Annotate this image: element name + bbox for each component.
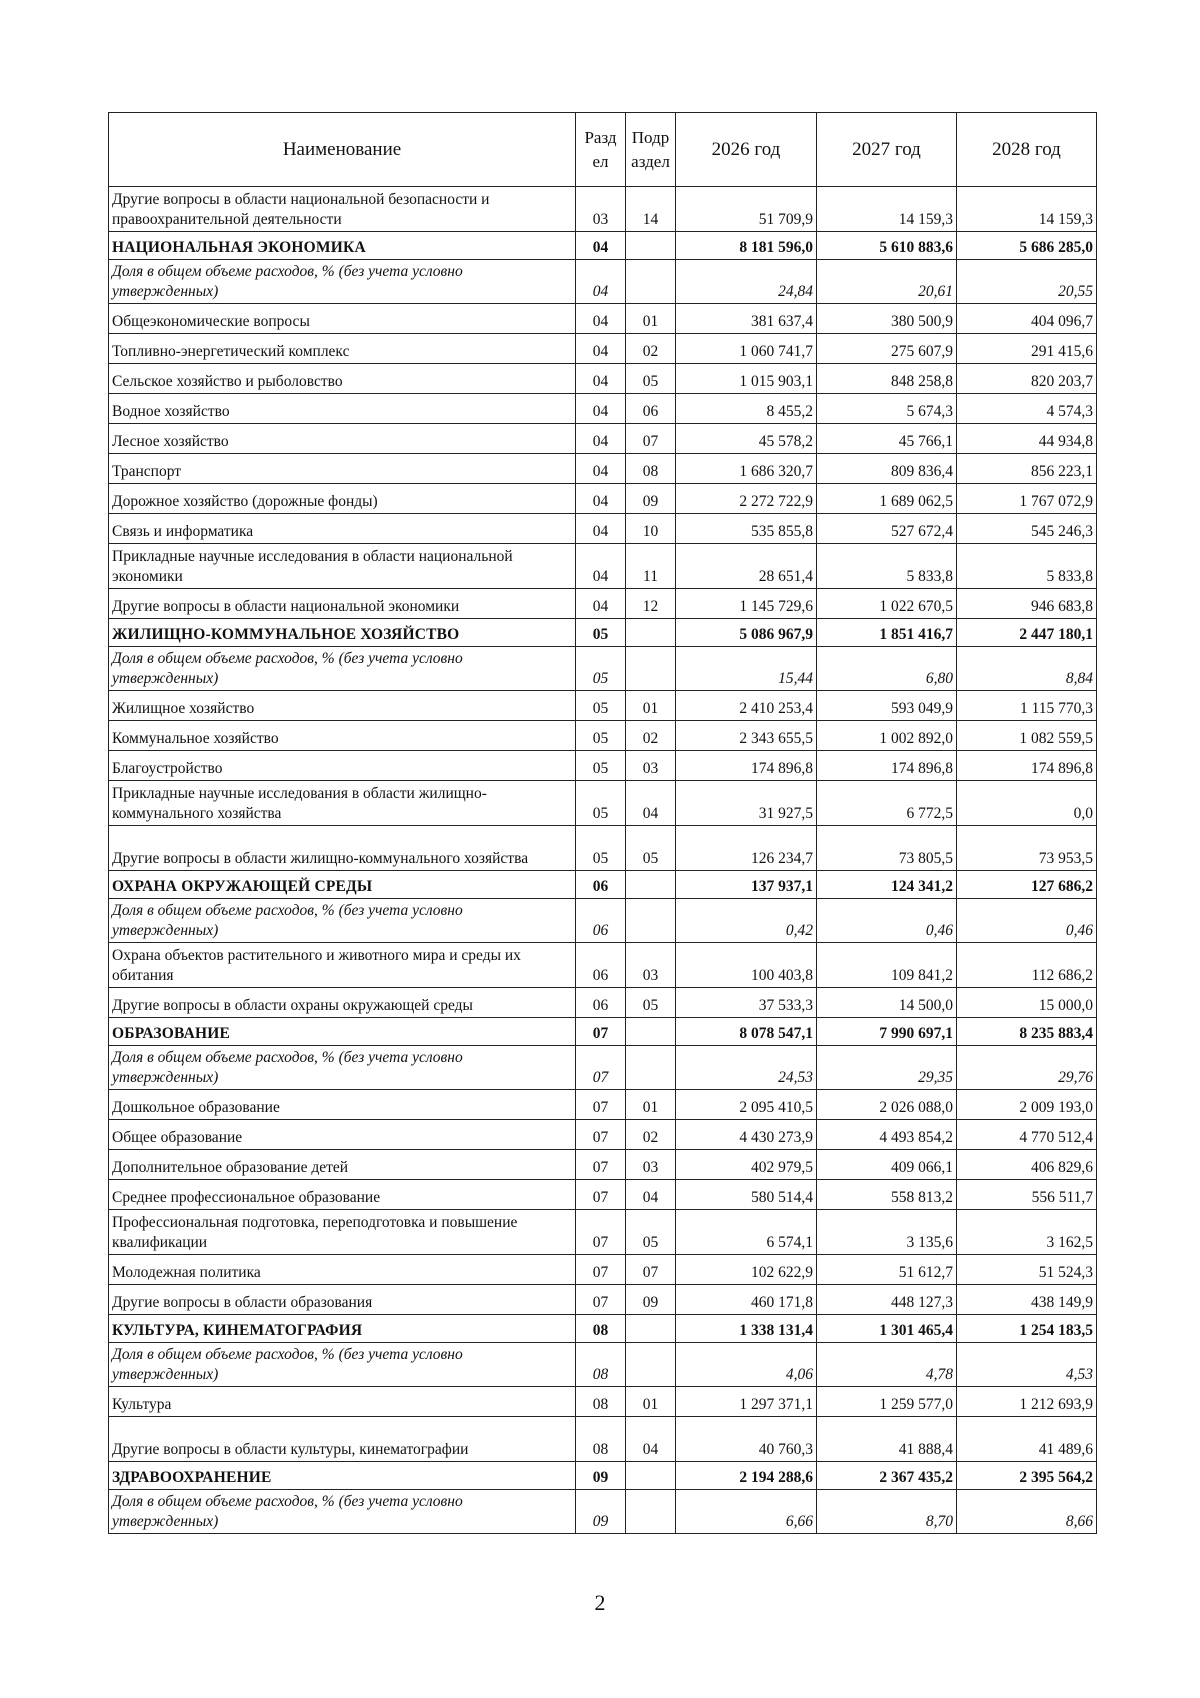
row-value-2028: 820 203,7	[957, 364, 1097, 394]
row-name: ЗДРАВООХРАНЕНИЕ	[109, 1462, 576, 1490]
row-section-code: 07	[576, 1180, 626, 1210]
row-name: Лесное хозяйство	[109, 424, 576, 454]
table-row	[109, 544, 1097, 589]
row-value-2027: 3 135,6	[817, 1210, 957, 1255]
row-value-2028: 1 254 183,5	[957, 1315, 1097, 1343]
row-value-2027: 558 813,2	[817, 1180, 957, 1210]
row-name: Доля в общем объеме расходов, % (без учета условно утвержденных)	[109, 1046, 576, 1090]
row-subsection-code	[626, 647, 676, 691]
row-name: КУЛЬТУРА, КИНЕМАТОГРАФИЯ	[109, 1315, 576, 1343]
row-value-2028: 5 833,8	[957, 544, 1097, 589]
row-subsection-code: 05	[626, 826, 676, 871]
row-name: Другие вопросы в области образования	[109, 1285, 576, 1315]
row-value-2026: 5 086 967,9	[676, 619, 817, 647]
row-value-2027: 124 341,2	[817, 871, 957, 899]
row-value-2027: 5 610 883,6	[817, 232, 957, 260]
table-row	[109, 1387, 1097, 1417]
row-subsection-code: 09	[626, 1285, 676, 1315]
row-name: Прикладные научные исследования в области национальной экономики	[109, 544, 576, 589]
row-value-2027: 5 833,8	[817, 544, 957, 589]
table-row	[109, 589, 1097, 619]
row-section-code: 09	[576, 1462, 626, 1490]
row-value-2027: 14 500,0	[817, 988, 957, 1018]
row-section-code: 04	[576, 334, 626, 364]
row-section-code: 04	[576, 589, 626, 619]
row-value-2027: 1 851 416,7	[817, 619, 957, 647]
row-value-2028: 2 395 564,2	[957, 1462, 1097, 1490]
row-value-2026: 1 686 320,7	[676, 454, 817, 484]
table-row	[109, 691, 1097, 721]
row-value-2028: 51 524,3	[957, 1255, 1097, 1285]
row-value-2026: 1 145 729,6	[676, 589, 817, 619]
budget-table	[108, 112, 1097, 1534]
row-name: Транспорт	[109, 454, 576, 484]
row-value-2026: 535 855,8	[676, 514, 817, 544]
row-value-2026: 15,44	[676, 647, 817, 691]
row-subsection-code: 14	[626, 187, 676, 232]
row-value-2027: 809 836,4	[817, 454, 957, 484]
row-value-2028: 8 235 883,4	[957, 1018, 1097, 1046]
row-section-code: 07	[576, 1046, 626, 1090]
row-section-code: 07	[576, 1120, 626, 1150]
row-section-code: 05	[576, 721, 626, 751]
row-subsection-code	[626, 1315, 676, 1343]
row-name: НАЦИОНАЛЬНАЯ ЭКОНОМИКА	[109, 232, 576, 260]
row-subsection-code: 10	[626, 514, 676, 544]
row-value-2026: 1 015 903,1	[676, 364, 817, 394]
section-row	[109, 619, 1097, 647]
row-name: Коммунальное хозяйство	[109, 721, 576, 751]
row-value-2027: 2 367 435,2	[817, 1462, 957, 1490]
row-value-2026: 40 760,3	[676, 1417, 817, 1462]
header-section: Разд ел	[576, 113, 626, 187]
row-value-2027: 174 896,8	[817, 751, 957, 781]
row-value-2028: 0,0	[957, 781, 1097, 826]
row-section-code: 05	[576, 826, 626, 871]
row-value-2028: 14 159,3	[957, 187, 1097, 232]
row-value-2027: 7 990 697,1	[817, 1018, 957, 1046]
row-value-2027: 448 127,3	[817, 1285, 957, 1315]
row-name: Общее образование	[109, 1120, 576, 1150]
row-subsection-code: 06	[626, 394, 676, 424]
header-2027: 2027 год	[817, 113, 957, 187]
row-name: Связь и информатика	[109, 514, 576, 544]
row-value-2027: 527 672,4	[817, 514, 957, 544]
row-subsection-code: 01	[626, 304, 676, 334]
row-section-code: 04	[576, 424, 626, 454]
row-value-2028: 44 934,8	[957, 424, 1097, 454]
row-value-2027: 2 026 088,0	[817, 1090, 957, 1120]
row-value-2028: 856 223,1	[957, 454, 1097, 484]
row-subsection-code	[626, 1018, 676, 1046]
row-name: Другие вопросы в области культуры, кинематографии	[109, 1417, 576, 1462]
row-name: Доля в общем объеме расходов, % (без учета условно утвержденных)	[109, 1490, 576, 1534]
section-row	[109, 232, 1097, 260]
row-value-2027: 45 766,1	[817, 424, 957, 454]
table-row	[109, 1120, 1097, 1150]
row-section-code: 06	[576, 943, 626, 988]
row-value-2028: 291 415,6	[957, 334, 1097, 364]
header-2026: 2026 год	[676, 113, 817, 187]
row-value-2028: 20,55	[957, 260, 1097, 304]
row-value-2028: 3 162,5	[957, 1210, 1097, 1255]
row-value-2028: 8,84	[957, 647, 1097, 691]
table-row	[109, 424, 1097, 454]
row-subsection-code: 01	[626, 1090, 676, 1120]
table-row	[109, 394, 1097, 424]
row-value-2028: 2 009 193,0	[957, 1090, 1097, 1120]
row-value-2028: 5 686 285,0	[957, 232, 1097, 260]
row-value-2027: 109 841,2	[817, 943, 957, 988]
row-name: Среднее профессиональное образование	[109, 1180, 576, 1210]
row-section-code: 08	[576, 1343, 626, 1387]
row-section-code: 07	[576, 1210, 626, 1255]
row-value-2027: 380 500,9	[817, 304, 957, 334]
row-value-2026: 1 060 741,7	[676, 334, 817, 364]
row-subsection-code: 08	[626, 454, 676, 484]
row-value-2027: 4,78	[817, 1343, 957, 1387]
row-section-code: 04	[576, 484, 626, 514]
row-value-2026: 100 403,8	[676, 943, 817, 988]
row-name: Водное хозяйство	[109, 394, 576, 424]
header-2028: 2028 год	[957, 113, 1097, 187]
row-value-2027: 8,70	[817, 1490, 957, 1534]
row-subsection-code: 03	[626, 943, 676, 988]
row-value-2027: 1 022 670,5	[817, 589, 957, 619]
row-value-2027: 593 049,9	[817, 691, 957, 721]
row-subsection-code	[626, 232, 676, 260]
row-name: Доля в общем объеме расходов, % (без учета условно утвержденных)	[109, 647, 576, 691]
row-value-2026: 31 927,5	[676, 781, 817, 826]
table-row	[109, 1285, 1097, 1315]
header-subsection: Подр аздел	[626, 113, 676, 187]
row-name: ОХРАНА ОКРУЖАЮЩЕЙ СРЕДЫ	[109, 871, 576, 899]
row-value-2026: 580 514,4	[676, 1180, 817, 1210]
row-name: Доля в общем объеме расходов, % (без учета условно утвержденных)	[109, 1343, 576, 1387]
table-row	[109, 304, 1097, 334]
row-value-2026: 8 078 547,1	[676, 1018, 817, 1046]
row-name: Молодежная политика	[109, 1255, 576, 1285]
row-subsection-code: 01	[626, 1387, 676, 1417]
row-subsection-code: 05	[626, 1210, 676, 1255]
table-row	[109, 364, 1097, 394]
row-subsection-code	[626, 1046, 676, 1090]
row-value-2026: 460 171,8	[676, 1285, 817, 1315]
table-row	[109, 781, 1097, 826]
row-name: Другие вопросы в области жилищно-коммунального хозяйства	[109, 826, 576, 871]
row-value-2028: 8,66	[957, 1490, 1097, 1534]
row-name: Топливно-энергетический комплекс	[109, 334, 576, 364]
row-subsection-code	[626, 1462, 676, 1490]
row-value-2026: 45 578,2	[676, 424, 817, 454]
row-name: Прикладные научные исследования в области жилищно-коммунального хозяйства	[109, 781, 576, 826]
row-subsection-code: 11	[626, 544, 676, 589]
row-value-2028: 0,46	[957, 899, 1097, 943]
row-value-2028: 2 447 180,1	[957, 619, 1097, 647]
row-subsection-code	[626, 260, 676, 304]
row-value-2028: 127 686,2	[957, 871, 1097, 899]
row-value-2026: 6,66	[676, 1490, 817, 1534]
row-section-code: 08	[576, 1387, 626, 1417]
row-value-2027: 73 805,5	[817, 826, 957, 871]
table-row	[109, 484, 1097, 514]
row-section-code: 04	[576, 514, 626, 544]
row-value-2028: 174 896,8	[957, 751, 1097, 781]
row-section-code: 06	[576, 899, 626, 943]
table-row	[109, 988, 1097, 1018]
share-row	[109, 647, 1097, 691]
row-value-2026: 2 343 655,5	[676, 721, 817, 751]
row-name: Доля в общем объеме расходов, % (без учета условно утвержденных)	[109, 260, 576, 304]
header-name: Наименование	[109, 113, 576, 187]
row-name: Дополнительное образование детей	[109, 1150, 576, 1180]
row-name: Другие вопросы в области национальной безопасности и правоохранительной деятельности	[109, 187, 576, 232]
row-name: Другие вопросы в области национальной экономики	[109, 589, 576, 619]
row-value-2026: 1 338 131,4	[676, 1315, 817, 1343]
row-subsection-code: 07	[626, 1255, 676, 1285]
row-value-2027: 51 612,7	[817, 1255, 957, 1285]
row-value-2027: 1 259 577,0	[817, 1387, 957, 1417]
row-subsection-code: 05	[626, 988, 676, 1018]
row-section-code: 08	[576, 1315, 626, 1343]
row-section-code: 07	[576, 1150, 626, 1180]
row-subsection-code: 04	[626, 1417, 676, 1462]
share-row	[109, 1046, 1097, 1090]
row-section-code: 06	[576, 871, 626, 899]
row-value-2026: 381 637,4	[676, 304, 817, 334]
row-section-code: 03	[576, 187, 626, 232]
row-value-2026: 37 533,3	[676, 988, 817, 1018]
row-subsection-code: 04	[626, 1180, 676, 1210]
row-value-2028: 15 000,0	[957, 988, 1097, 1018]
row-value-2027: 409 066,1	[817, 1150, 957, 1180]
row-name: Другие вопросы в области охраны окружающей среды	[109, 988, 576, 1018]
row-name: Культура	[109, 1387, 576, 1417]
row-value-2028: 29,76	[957, 1046, 1097, 1090]
row-section-code: 07	[576, 1090, 626, 1120]
row-subsection-code: 04	[626, 781, 676, 826]
row-value-2026: 24,53	[676, 1046, 817, 1090]
row-value-2027: 14 159,3	[817, 187, 957, 232]
row-section-code: 05	[576, 751, 626, 781]
row-value-2026: 4 430 273,9	[676, 1120, 817, 1150]
row-subsection-code: 07	[626, 424, 676, 454]
table-row	[109, 454, 1097, 484]
row-value-2027: 1 002 892,0	[817, 721, 957, 751]
row-value-2027: 1 689 062,5	[817, 484, 957, 514]
row-section-code: 05	[576, 647, 626, 691]
row-value-2027: 6 772,5	[817, 781, 957, 826]
row-name: Охрана объектов растительного и животного мира и среды их обитания	[109, 943, 576, 988]
row-value-2026: 8 181 596,0	[676, 232, 817, 260]
table-row	[109, 187, 1097, 232]
row-subsection-code: 01	[626, 691, 676, 721]
row-value-2028: 406 829,6	[957, 1150, 1097, 1180]
share-row	[109, 1343, 1097, 1387]
row-value-2026: 126 234,7	[676, 826, 817, 871]
row-name: Сельское хозяйство и рыболовство	[109, 364, 576, 394]
row-value-2026: 28 651,4	[676, 544, 817, 589]
table-row	[109, 1180, 1097, 1210]
table-row	[109, 751, 1097, 781]
row-subsection-code	[626, 899, 676, 943]
row-section-code: 04	[576, 304, 626, 334]
row-subsection-code: 09	[626, 484, 676, 514]
row-value-2027: 5 674,3	[817, 394, 957, 424]
row-value-2028: 1 115 770,3	[957, 691, 1097, 721]
row-value-2026: 0,42	[676, 899, 817, 943]
row-subsection-code: 03	[626, 751, 676, 781]
row-section-code: 07	[576, 1285, 626, 1315]
section-row	[109, 1315, 1097, 1343]
row-section-code: 09	[576, 1490, 626, 1534]
row-value-2027: 6,80	[817, 647, 957, 691]
row-value-2028: 4 770 512,4	[957, 1120, 1097, 1150]
header-row	[109, 113, 1097, 187]
row-section-code: 04	[576, 394, 626, 424]
row-section-code: 04	[576, 544, 626, 589]
row-subsection-code: 02	[626, 334, 676, 364]
row-subsection-code	[626, 1343, 676, 1387]
row-value-2027: 4 493 854,2	[817, 1120, 957, 1150]
row-section-code: 07	[576, 1018, 626, 1046]
row-section-code: 08	[576, 1417, 626, 1462]
row-value-2027: 1 301 465,4	[817, 1315, 957, 1343]
row-value-2028: 4 574,3	[957, 394, 1097, 424]
table-row	[109, 721, 1097, 751]
row-value-2028: 1 212 693,9	[957, 1387, 1097, 1417]
row-value-2027: 275 607,9	[817, 334, 957, 364]
section-row	[109, 871, 1097, 899]
row-value-2027: 0,46	[817, 899, 957, 943]
row-section-code: 05	[576, 781, 626, 826]
row-section-code: 04	[576, 260, 626, 304]
share-row	[109, 1490, 1097, 1534]
row-value-2026: 102 622,9	[676, 1255, 817, 1285]
row-subsection-code: 03	[626, 1150, 676, 1180]
row-value-2027: 41 888,4	[817, 1417, 957, 1462]
row-section-code: 05	[576, 619, 626, 647]
row-value-2026: 2 272 722,9	[676, 484, 817, 514]
row-subsection-code: 02	[626, 721, 676, 751]
row-name: Профессиональная подготовка, переподготовка и повышение квалификации	[109, 1210, 576, 1255]
share-row	[109, 260, 1097, 304]
section-row	[109, 1462, 1097, 1490]
row-value-2027: 29,35	[817, 1046, 957, 1090]
row-subsection-code	[626, 619, 676, 647]
row-name: Жилищное хозяйство	[109, 691, 576, 721]
table-row	[109, 943, 1097, 988]
row-value-2026: 2 194 288,6	[676, 1462, 817, 1490]
table-row	[109, 334, 1097, 364]
row-value-2028: 946 683,8	[957, 589, 1097, 619]
row-section-code: 04	[576, 364, 626, 394]
row-value-2028: 41 489,6	[957, 1417, 1097, 1462]
row-name: ОБРАЗОВАНИЕ	[109, 1018, 576, 1046]
row-value-2028: 73 953,5	[957, 826, 1097, 871]
row-value-2026: 2 095 410,5	[676, 1090, 817, 1120]
row-value-2028: 545 246,3	[957, 514, 1097, 544]
table-row	[109, 1255, 1097, 1285]
row-section-code: 04	[576, 454, 626, 484]
row-subsection-code: 05	[626, 364, 676, 394]
row-name: Дорожное хозяйство (дорожные фонды)	[109, 484, 576, 514]
row-value-2027: 20,61	[817, 260, 957, 304]
page-number: 2	[594, 1590, 606, 1615]
row-value-2028: 404 096,7	[957, 304, 1097, 334]
row-value-2026: 4,06	[676, 1343, 817, 1387]
row-name: Доля в общем объеме расходов, % (без учета условно утвержденных)	[109, 899, 576, 943]
row-section-code: 06	[576, 988, 626, 1018]
row-name: Благоустройство	[109, 751, 576, 781]
row-value-2028: 4,53	[957, 1343, 1097, 1387]
row-name: Общеэкономические вопросы	[109, 304, 576, 334]
row-value-2028: 556 511,7	[957, 1180, 1097, 1210]
table-body	[109, 187, 1097, 1534]
row-value-2028: 1 082 559,5	[957, 721, 1097, 751]
row-value-2026: 174 896,8	[676, 751, 817, 781]
row-value-2026: 2 410 253,4	[676, 691, 817, 721]
table-row	[109, 1210, 1097, 1255]
row-value-2026: 8 455,2	[676, 394, 817, 424]
row-value-2026: 6 574,1	[676, 1210, 817, 1255]
row-section-code: 05	[576, 691, 626, 721]
row-value-2026: 402 979,5	[676, 1150, 817, 1180]
row-subsection-code: 02	[626, 1120, 676, 1150]
section-row	[109, 1018, 1097, 1046]
row-value-2027: 848 258,8	[817, 364, 957, 394]
row-value-2026: 51 709,9	[676, 187, 817, 232]
share-row	[109, 899, 1097, 943]
row-value-2028: 112 686,2	[957, 943, 1097, 988]
row-value-2026: 24,84	[676, 260, 817, 304]
table-row	[109, 1417, 1097, 1462]
row-section-code: 07	[576, 1255, 626, 1285]
row-value-2028: 1 767 072,9	[957, 484, 1097, 514]
table-row	[109, 826, 1097, 871]
table-row	[109, 1090, 1097, 1120]
row-subsection-code	[626, 1490, 676, 1534]
row-section-code: 04	[576, 232, 626, 260]
table-row	[109, 514, 1097, 544]
row-name: Дошкольное образование	[109, 1090, 576, 1120]
row-subsection-code	[626, 871, 676, 899]
row-subsection-code: 12	[626, 589, 676, 619]
row-value-2026: 137 937,1	[676, 871, 817, 899]
row-name: ЖИЛИЩНО-КОММУНАЛЬНОЕ ХОЗЯЙСТВО	[109, 619, 576, 647]
row-value-2026: 1 297 371,1	[676, 1387, 817, 1417]
table-row	[109, 1150, 1097, 1180]
row-value-2028: 438 149,9	[957, 1285, 1097, 1315]
